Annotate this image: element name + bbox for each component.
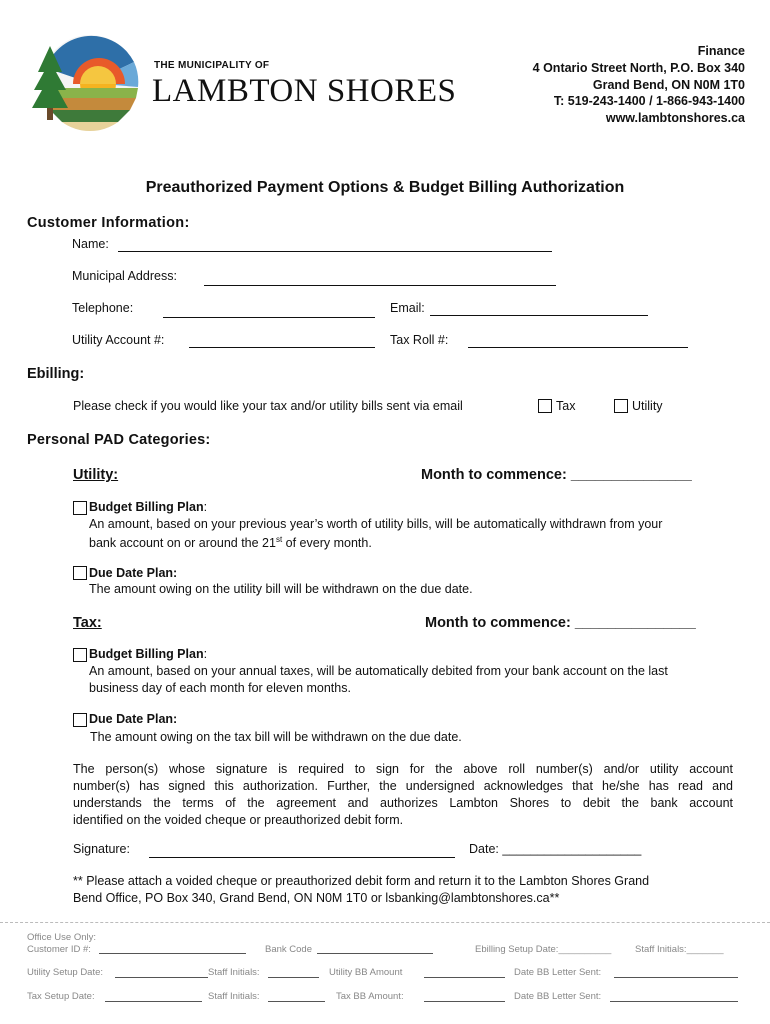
office-utility-bb-field[interactable]	[424, 977, 505, 978]
ebilling-heading: Ebilling:	[27, 366, 85, 382]
signature-field[interactable]	[149, 857, 455, 858]
office-bb-letter-1-field[interactable]	[614, 977, 738, 978]
agreement-line3: understands the terms of the agreement and authorizes Lambton Shores to debit the bank account	[73, 796, 733, 810]
utility-month-commence: Month to commence: _______________	[421, 467, 692, 483]
tax-due-checkbox[interactable]	[73, 713, 87, 727]
attach-note-line2: Bend Office, PO Box 340, Grand Bend, ON N0M 1T0 or lsbanking@lambtonshores.ca**	[73, 891, 560, 905]
office-title: Office Use Only:	[27, 932, 96, 943]
office-bb-letter-2-label: Date BB Letter Sent:	[514, 991, 602, 1002]
office-tax-bb-field[interactable]	[424, 1001, 505, 1002]
municipal-logo	[28, 32, 140, 134]
tax-roll-label: Tax Roll #:	[390, 333, 449, 347]
customer-info-heading: Customer Information:	[27, 215, 190, 231]
ebilling-tax-label: Tax	[556, 399, 576, 413]
address-field[interactable]	[204, 285, 556, 286]
ebilling-utility-label: Utility	[632, 399, 663, 413]
page-title: Preauthorized Payment Options & Budget Billing Authorization	[145, 179, 625, 196]
utility-budget-title: Budget Billing Plan	[89, 500, 204, 514]
utility-due-text: The amount owing on the utility bill will be withdrawn on the due date.	[89, 582, 473, 596]
website: www.lambtonshores.ca	[605, 111, 745, 126]
utility-budget-text2a: bank account on or around the 21	[89, 536, 276, 551]
office-staff-initials-2-label: Staff Initials:	[208, 967, 260, 978]
ebilling-utility-checkbox[interactable]	[614, 399, 628, 413]
office-bank-code-label: Bank Code	[265, 944, 313, 955]
office-customer-id-label: Customer ID #:	[27, 944, 91, 955]
office-utility-bb-label: Utility BB Amount	[329, 967, 403, 978]
utility-budget-text1: An amount, based on your previous year’s worth of utility bills, will be automatically withdrawn from your	[89, 517, 663, 531]
tax-month-commence: Month to commence: _______________	[425, 615, 696, 631]
utility-budget-checkbox[interactable]	[73, 501, 87, 515]
tax-due-text: The amount owing on the tax bill will be withdrawn on the due date.	[90, 730, 462, 744]
utility-due-title: Due Date Plan:	[89, 566, 178, 580]
address-label: Municipal Address:	[72, 269, 177, 283]
attach-note-line1: ** Please attach a voided cheque or preauthorized debit form and return it to the Lambton Shores Grand	[73, 874, 650, 888]
pad-heading: Personal PAD Categories:	[27, 432, 211, 448]
logo-emblem-icon	[28, 32, 140, 134]
ebilling-prompt: Please check if you would like your tax and/or utility bills sent via email	[73, 399, 463, 413]
utility-budget-text2	[89, 535, 372, 550]
telephone-label: Telephone:	[72, 301, 134, 315]
utility-budget-colon: :	[203, 500, 208, 514]
utility-budget-sup: st	[275, 535, 283, 544]
office-tax-bb-label: Tax BB Amount:	[336, 991, 404, 1002]
name-label: Name:	[72, 237, 109, 251]
ebilling-tax-checkbox[interactable]	[538, 399, 552, 413]
tax-budget-checkbox[interactable]	[73, 648, 87, 662]
telephone-field[interactable]	[163, 317, 375, 318]
utility-due-checkbox[interactable]	[73, 566, 87, 580]
office-staff-initials-1: Staff Initials:_______	[635, 944, 724, 955]
agreement-line1: The person(s) whose signature is required to sign for the above roll number(s) and/or utility account	[73, 762, 733, 776]
office-tax-setup-label: Tax Setup Date:	[27, 991, 95, 1002]
office-divider	[0, 922, 770, 923]
office-utility-setup-label: Utility Setup Date:	[27, 967, 104, 978]
tax-budget-title-row	[89, 647, 207, 661]
date-label: Date: ____________________	[469, 842, 642, 856]
agreement-line4: identified on the voided cheque or preauthorized debit form.	[73, 813, 404, 827]
agreement-paragraph	[73, 761, 733, 829]
office-customer-id-field[interactable]	[99, 953, 246, 954]
utility-budget-title-row	[89, 500, 207, 514]
office-staff-initials-3-field[interactable]	[268, 1001, 325, 1002]
office-staff-initials-2-field[interactable]	[268, 977, 319, 978]
address-line1: 4 Ontario Street North, P.O. Box 340	[532, 60, 745, 75]
utility-account-label: Utility Account #:	[72, 333, 165, 347]
tax-roll-field[interactable]	[468, 347, 688, 348]
phone: T: 519-243-1400 / 1-866-943-1400	[553, 94, 745, 109]
office-ebilling-date: Ebilling Setup Date:__________	[475, 944, 612, 955]
office-staff-initials-3-label: Staff Initials:	[208, 991, 260, 1002]
signature-label: Signature:	[73, 842, 130, 856]
tax-budget-text1: An amount, based on your annual taxes, will be automatically debited from your bank account on the last	[89, 664, 668, 678]
name-field[interactable]	[118, 251, 552, 252]
utility-budget-text2b: of every month.	[282, 536, 372, 551]
tax-section-heading: Tax:	[73, 615, 102, 631]
org-address-block	[533, 43, 745, 127]
office-utility-setup-field[interactable]	[115, 977, 208, 978]
dept-name: Finance	[697, 44, 745, 58]
tax-budget-text2: business day of each month for eleven months.	[89, 681, 351, 695]
tax-due-title: Due Date Plan:	[89, 712, 178, 726]
email-field[interactable]	[430, 315, 648, 316]
email-label: Email:	[390, 301, 425, 315]
office-bb-letter-2-field[interactable]	[610, 1001, 738, 1002]
utility-account-field[interactable]	[189, 347, 375, 348]
office-tax-setup-field[interactable]	[105, 1001, 202, 1002]
address-line2: Grand Bend, ON N0M 1T0	[592, 77, 745, 92]
tax-budget-title: Budget Billing Plan	[89, 647, 204, 661]
logo-line2: LAMBTON SHORES	[152, 73, 457, 109]
agreement-line2: number(s) has signed this authorization. Further, the undersigned acknowledges that he/she has read and	[73, 779, 733, 793]
tax-budget-colon: :	[203, 647, 208, 661]
office-bb-letter-1-label: Date BB Letter Sent:	[514, 967, 602, 978]
office-bank-code-field[interactable]	[317, 953, 433, 954]
logo-line1: THE MUNICIPALITY OF	[154, 60, 270, 71]
utility-section-heading: Utility:	[73, 467, 119, 483]
